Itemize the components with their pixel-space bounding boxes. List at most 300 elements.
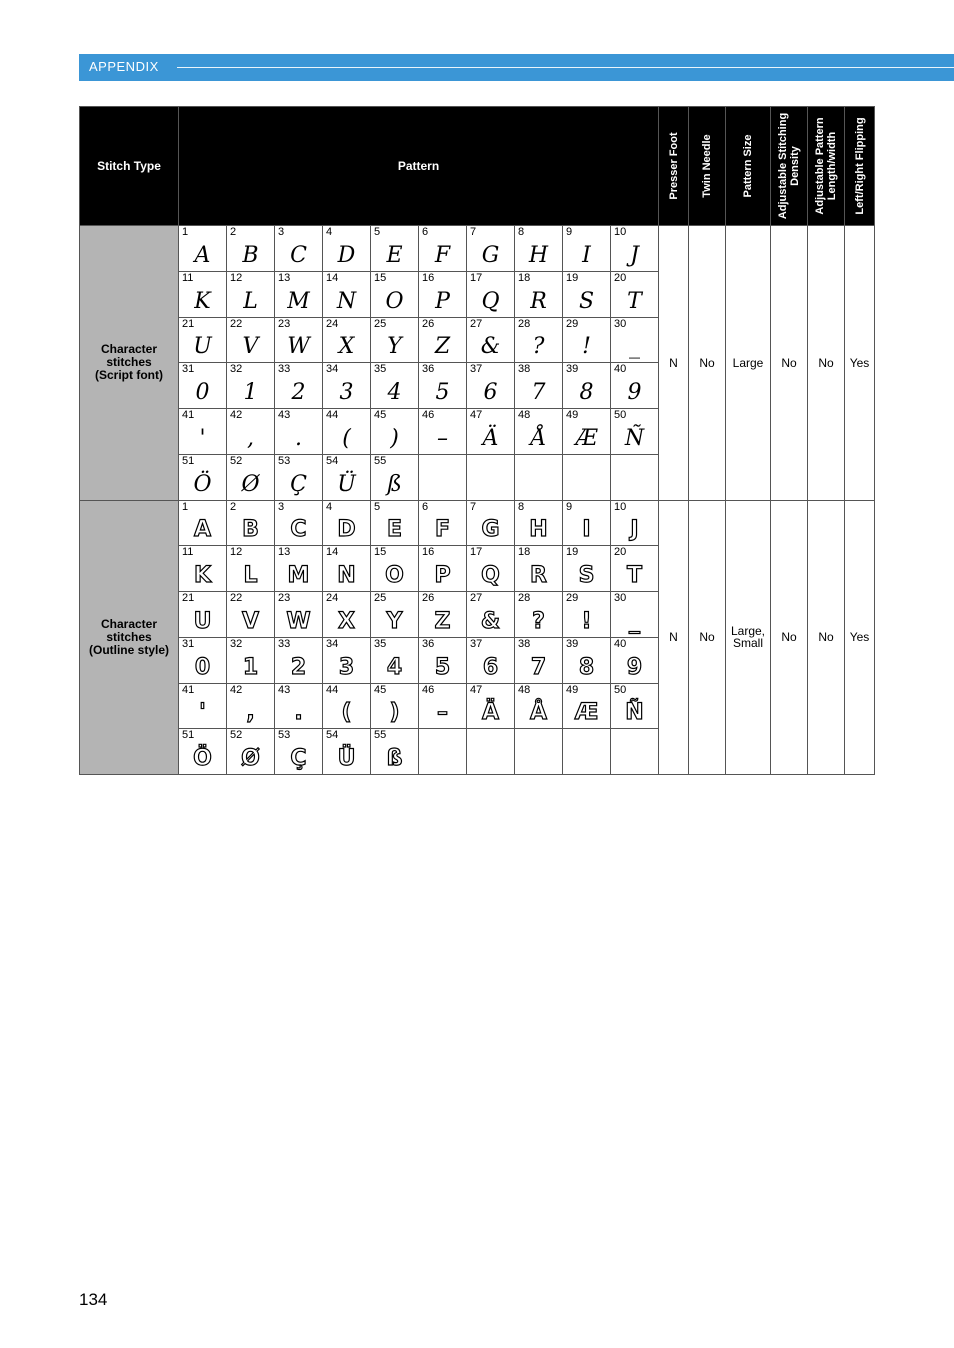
pattern-glyph: G [481,517,500,543]
pattern-cell [611,500,659,546]
pattern-number: 26 [422,317,435,330]
pattern-cell [611,637,659,683]
pattern-number: 30 [614,592,627,604]
flipping-value: Yes [845,500,875,775]
pattern-glyph: M [287,288,310,314]
pattern-cell [467,637,515,683]
pattern-glyph: Q [481,288,500,314]
pattern-cell [611,592,659,638]
pattern-number: 22 [230,592,243,604]
pattern-cell [371,729,419,775]
pattern-cell [227,729,275,775]
pattern-number: 54 [326,454,339,467]
pattern-glyph: U [193,608,212,634]
pattern-glyph: 1 [243,380,258,405]
pattern-number: 14 [326,271,339,284]
pattern-number: 47 [470,409,483,421]
pattern-glyph: 4 [387,380,402,405]
pattern-glyph: ? [532,334,545,360]
pattern-cell [419,592,467,638]
pattern-number: 15 [374,271,387,284]
pattern-number: 49 [566,683,579,696]
pattern-number: 51 [182,454,195,467]
pattern-glyph: G [481,242,500,268]
pattern-number: 1 [182,226,189,238]
pattern-cell [419,454,467,500]
pattern-number: 35 [374,363,387,376]
presser-foot-header: Presser Foot [659,107,689,226]
pattern-number: 21 [182,592,195,604]
pattern-cell [515,454,563,500]
pattern-cell [515,271,563,317]
pattern-glyph: W [287,334,310,360]
pattern-number: 30 [614,317,627,330]
pattern-glyph: Ñ [624,425,645,451]
pattern-number: 23 [278,317,291,330]
pattern-cell [467,592,515,638]
pattern-glyph: T [626,563,642,588]
pattern-number: 43 [278,683,291,696]
twin-needle-value: No [689,500,726,775]
pattern-glyph: W [286,608,311,634]
pattern-glyph: 5 [434,654,451,680]
pattern-cell [419,226,467,272]
pattern-glyph: , [246,700,255,726]
pattern-cell [371,637,419,683]
pattern-cell [419,317,467,363]
pattern-glyph: ' [199,700,206,726]
pattern-cell [371,226,419,272]
appendix-header-band [79,54,954,81]
pattern-cell [179,271,227,317]
pattern-number: 2 [230,500,237,513]
pattern-glyph: ! [582,334,591,360]
pattern-cell [179,226,227,272]
pattern-glyph: 2 [291,380,306,405]
pattern-cell [563,226,611,272]
pattern-glyph: Z [434,334,451,360]
pattern-number: 28 [518,317,531,330]
pattern-number: 39 [566,637,579,650]
pattern-number: 53 [278,729,291,742]
pattern-cell [371,409,419,455]
table-row [80,226,875,272]
pattern-cell [563,546,611,592]
pattern-cell [371,454,419,500]
pattern-cell [227,363,275,409]
stitch-type-header: Stitch Type [80,107,179,226]
pattern-cell [323,271,371,317]
pattern-number: 55 [374,454,387,467]
pattern-cell [275,317,323,363]
pattern-glyph: Z [434,608,451,634]
pattern-number: 16 [422,271,435,284]
pattern-glyph: 2 [290,654,307,680]
pattern-number: 40 [614,363,627,376]
pattern-number: 17 [470,271,483,284]
pattern-glyph: H [528,242,549,268]
pattern-cell [371,546,419,592]
pattern-glyph: 7 [530,654,547,680]
pattern-glyph: 6 [482,654,499,680]
pattern-number: 34 [326,637,339,650]
pattern-number: 12 [230,271,243,284]
pattern-number: 6 [422,226,429,238]
pattern-cell [419,500,467,546]
pattern-glyph: 8 [578,654,595,680]
pattern-glyph: _ [629,608,640,634]
pattern-number: 38 [518,637,531,650]
pattern-cell [563,500,611,546]
pattern-cell [323,637,371,683]
pattern-cell [467,546,515,592]
pattern-header: Pattern [179,107,659,226]
pattern-number: 45 [374,683,387,696]
pattern-cell [419,729,467,775]
pattern-cell [515,592,563,638]
pattern-cell [179,683,227,729]
pattern-number: 50 [614,683,627,696]
pattern-cell [179,546,227,592]
presser-foot-value: N [659,226,689,501]
pattern-number: 50 [614,409,627,421]
pattern-glyph: C [290,242,307,268]
pattern-number: 24 [326,317,339,330]
pattern-cell [611,271,659,317]
pattern-cell [611,683,659,729]
pattern-cell [611,363,659,409]
pattern-glyph: P [434,563,451,588]
pattern-glyph: F [434,517,451,543]
pattern-number: 1 [182,500,189,513]
pattern-cell [275,500,323,546]
pattern-glyph: K [193,563,212,588]
pattern-glyph: F [434,242,451,268]
pattern-number: 19 [566,271,579,284]
pattern-number: 16 [422,546,435,559]
pattern-glyph: ' [199,425,206,451]
pattern-cell [467,729,515,775]
pattern-glyph: L [243,563,258,588]
flipping-header: Left/Right Flipping [845,107,875,226]
pattern-glyph: X [338,608,355,634]
pattern-number: 29 [566,592,579,604]
density-value: No [771,500,808,775]
pattern-number: 31 [182,637,195,650]
pattern-glyph: Y [387,334,402,360]
pattern-number: 46 [422,683,435,696]
pattern-number: 8 [518,226,525,238]
pattern-number: 3 [278,500,285,513]
pattern-glyph: 6 [483,380,498,405]
pattern-glyph: K [194,288,211,314]
pattern-cell [467,363,515,409]
pattern-number: 38 [518,363,531,376]
pattern-glyph: ) [389,700,400,726]
pattern-number: 5 [374,226,381,238]
pattern-cell [275,729,323,775]
pattern-cell [275,409,323,455]
pattern-cell [179,729,227,775]
pattern-size-value: Large [726,226,771,501]
stitch-table [79,106,875,775]
pattern-glyph: R [530,288,547,314]
pattern-glyph: B [242,517,259,543]
pattern-cell [419,271,467,317]
length-width-value: No [808,226,845,501]
density-value: No [771,226,808,501]
pattern-number: 54 [326,729,339,742]
pattern-cell [467,409,515,455]
pattern-size-header: Pattern Size [726,107,771,226]
pattern-glyph: A [194,242,211,268]
pattern-glyph: & [480,608,501,634]
pattern-cell [323,500,371,546]
pattern-number: 36 [422,637,435,650]
pattern-cell [515,546,563,592]
pattern-glyph: ( [342,425,351,451]
pattern-glyph: S [578,288,595,314]
pattern-cell [563,683,611,729]
pattern-glyph: U [193,334,212,360]
pattern-number: 17 [470,546,483,559]
pattern-cell [227,409,275,455]
pattern-cell [611,729,659,775]
pattern-glyph: V [242,334,259,360]
pattern-glyph: J [630,517,639,543]
pattern-cell [227,637,275,683]
pattern-cell [563,271,611,317]
pattern-glyph: Ö [193,746,212,771]
length-width-value: No [808,500,845,775]
pattern-number: 2 [230,226,237,238]
flipping-value: Yes [845,226,875,501]
pattern-cell [179,317,227,363]
pattern-cell [227,500,275,546]
pattern-size-value: Large, Small [726,500,771,775]
density-header: Adjustable Stitching Density [771,107,808,226]
pattern-cell [179,637,227,683]
pattern-glyph: Å [529,700,548,726]
pattern-number: 33 [278,637,291,650]
pattern-cell [227,454,275,500]
pattern-number: 33 [278,363,291,376]
pattern-number: 6 [422,500,429,513]
pattern-cell [323,454,371,500]
pattern-number: 46 [422,409,435,421]
pattern-number: 11 [182,271,194,284]
pattern-cell [419,363,467,409]
pattern-number: 41 [182,683,195,696]
pattern-cell [179,454,227,500]
pattern-cell [611,226,659,272]
pattern-cell [179,409,227,455]
pattern-number: 37 [470,637,483,650]
pattern-number: 19 [566,546,579,559]
pattern-glyph: V [241,608,260,634]
pattern-number: 45 [374,409,387,421]
pattern-glyph: H [529,517,548,543]
pattern-cell [515,409,563,455]
pattern-number: 8 [518,500,525,513]
pattern-glyph: I [582,517,591,543]
pattern-cell [179,592,227,638]
pattern-number: 13 [278,271,291,284]
pattern-glyph: R [530,563,547,588]
pattern-glyph: M [287,563,310,588]
pattern-number: 39 [566,363,579,376]
pattern-number: 47 [470,683,483,696]
pattern-number: 42 [230,683,243,696]
pattern-cell [275,363,323,409]
pattern-number: 52 [230,454,243,467]
pattern-glyph: Å [530,425,547,451]
pattern-glyph: Q [481,563,500,588]
pattern-number: 25 [374,592,387,604]
pattern-number: 44 [326,409,339,421]
pattern-glyph: B [242,242,259,268]
pattern-cell [467,271,515,317]
pattern-number: 13 [278,546,291,559]
pattern-number: 44 [326,683,339,696]
pattern-glyph: E [386,517,403,543]
pattern-glyph: 9 [626,654,643,680]
pattern-number: 53 [278,454,291,467]
pattern-glyph: Æ [574,700,599,726]
pattern-glyph: Ä [482,425,499,451]
pattern-number: 42 [230,409,243,421]
pattern-number: 25 [374,317,387,330]
pattern-cell [563,409,611,455]
pattern-cell [563,592,611,638]
pattern-number: 5 [374,500,381,513]
pattern-cell [227,592,275,638]
pattern-cell [515,363,563,409]
pattern-cell [323,226,371,272]
pattern-cell [371,317,419,363]
pattern-glyph: ß [386,746,403,771]
pattern-cell [515,729,563,775]
table-row [80,500,875,546]
pattern-number: 34 [326,363,339,376]
pattern-cell [275,454,323,500]
pattern-cell [467,226,515,272]
pattern-cell [563,317,611,363]
pattern-cell [611,317,659,363]
pattern-glyph: I [582,242,591,268]
pattern-number: 9 [566,226,573,238]
pattern-number: 21 [182,317,195,330]
pattern-glyph: Ø [241,746,260,771]
pattern-cell [611,546,659,592]
pattern-glyph: Ö [193,471,212,497]
pattern-cell [371,683,419,729]
pattern-glyph: C [290,517,307,543]
pattern-glyph: J [630,242,639,268]
pattern-cell [419,683,467,729]
pattern-glyph: 5 [435,380,450,405]
pattern-glyph: D [337,242,356,268]
pattern-glyph: , [247,425,254,451]
pattern-cell [515,500,563,546]
twin-needle-header: Twin Needle [689,107,726,226]
pattern-cell [323,363,371,409]
pattern-number: 49 [566,409,579,421]
pattern-number: 32 [230,637,243,650]
pattern-cell [611,454,659,500]
pattern-cell [227,271,275,317]
table-header-row [80,107,875,226]
pattern-number: 26 [422,592,435,604]
pattern-cell [467,683,515,729]
pattern-number: 18 [518,271,531,284]
pattern-number: 18 [518,546,531,559]
pattern-number: 7 [470,500,477,513]
pattern-glyph: N [336,288,357,314]
twin-needle-value: No [689,226,726,501]
pattern-cell [563,637,611,683]
pattern-cell [227,683,275,729]
pattern-glyph: & [480,334,501,360]
pattern-glyph: X [338,334,355,360]
pattern-cell [275,226,323,272]
pattern-glyph: 9 [627,380,642,405]
pattern-glyph: Ø [241,471,260,497]
pattern-cell [515,226,563,272]
pattern-number: 7 [470,226,477,238]
pattern-cell [563,454,611,500]
pattern-cell [227,226,275,272]
pattern-cell [323,592,371,638]
pattern-cell [275,271,323,317]
pattern-glyph: Ü [337,471,356,497]
pattern-number: 55 [374,729,387,742]
length-width-header: Adjustable Pattern Length/width [808,107,845,226]
pattern-cell [467,454,515,500]
pattern-number: 11 [182,546,194,559]
pattern-glyph: 0 [195,380,210,405]
pattern-glyph: L [243,288,258,314]
pattern-number: 15 [374,546,387,559]
pattern-number: 27 [470,317,483,330]
pattern-glyph: 7 [531,380,546,405]
pattern-number: 27 [470,592,483,604]
pattern-glyph: O [385,563,404,588]
pattern-cell [515,637,563,683]
pattern-number: 37 [470,363,483,376]
pattern-number: 14 [326,546,339,559]
pattern-glyph: 3 [338,654,355,680]
pattern-glyph: ? [532,608,545,634]
pattern-cell [227,546,275,592]
pattern-cell [275,683,323,729]
pattern-glyph: ) [390,425,399,451]
pattern-glyph: ß [387,471,402,497]
pattern-glyph: O [385,288,404,314]
pattern-glyph: N [337,563,356,588]
pattern-glyph: ! [581,608,592,634]
page-number: 134 [79,1290,108,1309]
pattern-glyph: 0 [194,654,211,680]
pattern-cell [419,637,467,683]
pattern-number: 35 [374,637,387,650]
pattern-number: 32 [230,363,243,376]
pattern-number: 24 [326,592,339,604]
pattern-cell [563,729,611,775]
pattern-cell [323,317,371,363]
stitch-type-cell: Character stitches (Outline style) [80,500,179,775]
pattern-glyph: 8 [579,380,594,405]
